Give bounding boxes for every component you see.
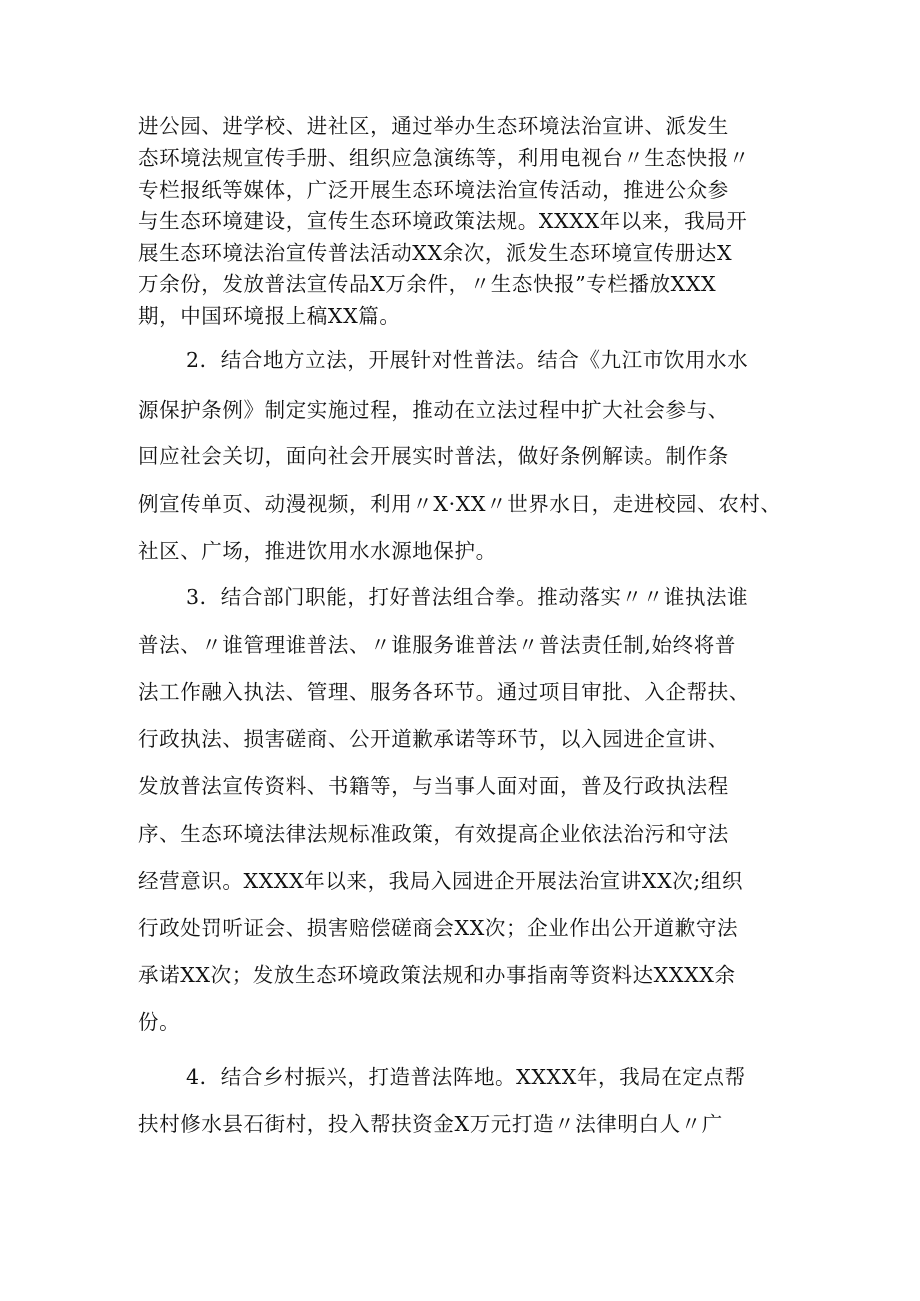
- text-line: 份。: [138, 1010, 181, 1034]
- text-line: 经营意识。XXXX年以来，我局入园进企开展法治宣讲XX次;组织: [138, 869, 744, 893]
- text-line: 行政处罚听证会、损害赔偿磋商会XX次；企业作出公开道歉守法: [138, 916, 739, 940]
- text-line: 万余份，发放普法宣传品X万余件，〃生态快报”专栏播放XXX: [138, 272, 717, 296]
- text-line: 与生态环境建设，宣传生态环境政策法规。XXXX年以来，我局开: [138, 209, 748, 233]
- text-line: 扶村修水县石街村，投入帮扶资金X万元打造〃法律明白人〃广: [138, 1112, 723, 1136]
- text-line: 序、生态环境法律法规标准政策，有效提高企业依法治污和守法: [138, 822, 729, 846]
- text-line: 行政执法、损害磋商、公开道歉承诺等环节，以入园进企宣讲、: [138, 727, 729, 751]
- text-line: 期，中国环境报上稿XX篇。: [138, 304, 401, 328]
- text-line: 进公园、进学校、进社区，通过举办生态环境法治宣讲、派发生: [138, 114, 729, 138]
- text-line: 态环境法规宣传手册、组织应急演练等，利用电视台〃生态快报〃: [138, 146, 750, 170]
- text-line: 展生态环境法治宣传普法活动XX余次，派发生态环境宣传册达X: [138, 241, 733, 265]
- text-line: 4．结合乡村振兴，打造普法阵地。XXXX年，我局在定点帮: [186, 1065, 746, 1089]
- text-line: 源保护条例》制定实施过程，推动在立法过程中扩大社会参与、: [138, 398, 729, 422]
- text-line: 2．结合地方立法，开展针对性普法。结合《九江市饮用水水: [186, 348, 749, 372]
- text-line: 回应社会关切，面向社会开展实时普法，做好条例解读。制作条: [138, 444, 729, 468]
- text-line: 法工作融入执法、管理、服务各环节。通过项目审批、入企帮扶、: [138, 680, 750, 704]
- text-line: 专栏报纸等媒体，广泛开展生态环境法治宣传活动，推进公众参: [138, 178, 729, 202]
- text-line: 承诺XX次；发放生态环境政策法规和办事指南等资料达XXXX余: [138, 963, 736, 987]
- text-line: 普法、〃谁管理谁普法、〃谁服务谁普法〃普法责任制,始终将普: [138, 633, 736, 657]
- text-line: 社区、广场，推进饮用水水源地保护。: [138, 539, 497, 563]
- text-line: 例宣传单页、动漫视频，利用〃X·XX〃世界水日，走进校园、农村、: [138, 492, 782, 516]
- text-line: 3．结合部门职能，打好普法组合拳。推动落实〃〃谁执法谁: [186, 585, 749, 609]
- text-line: 发放普法宣传资料、书籍等，与当事人面对面，普及行政执法程: [138, 774, 729, 798]
